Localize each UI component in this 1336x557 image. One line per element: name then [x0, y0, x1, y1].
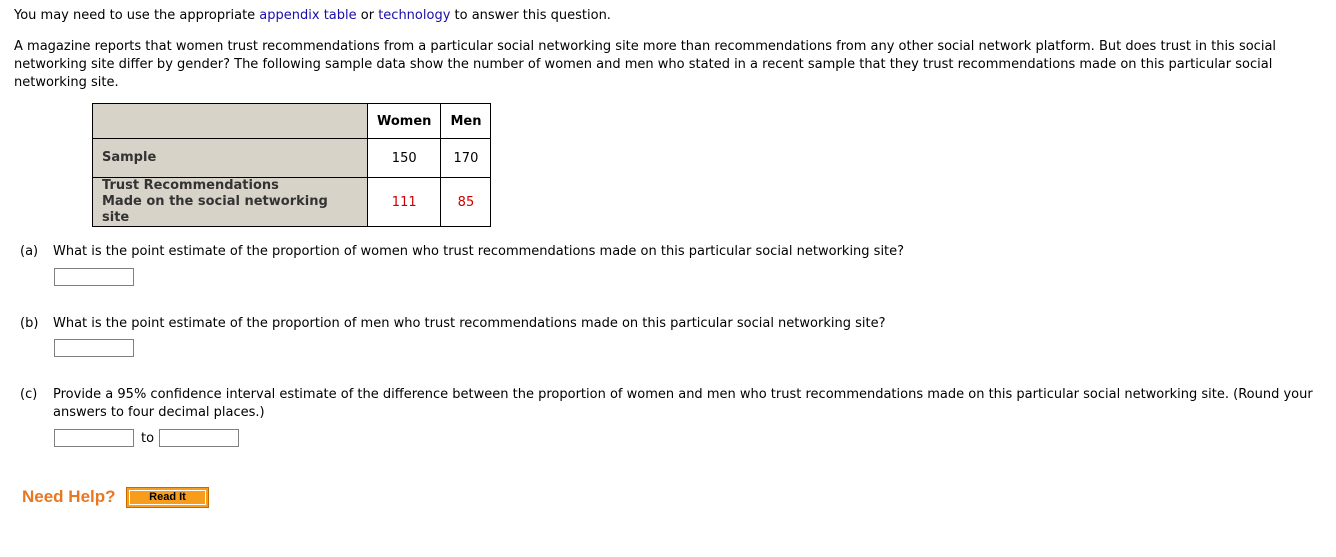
answer-a-input[interactable]: [54, 268, 134, 286]
interval-to-label: to: [141, 431, 155, 446]
read-it-button[interactable]: [126, 487, 209, 508]
row-header-line: Made on the social networking site: [102, 194, 328, 225]
question-b: [20, 315, 1325, 333]
question-a-text: What is the point estimate of the proportion of women who trust recommendations made on this particular social networking site?: [53, 244, 905, 259]
row-header-trust: [93, 178, 368, 227]
question-b-text: What is the point estimate of the proportion of men who trust recommendations made on this particular social networking site?: [53, 316, 886, 331]
question-c-text: Provide a 95% confidence interval estimate of the difference between the proportion of women and men who trust recommendations made on this particular social networking site. (Round your answers to four decimal places.): [53, 387, 1313, 420]
column-header-women: Women: [368, 104, 441, 139]
table-header-row: [93, 104, 491, 139]
row-header-line: Trust Recommendations: [102, 178, 279, 193]
instructions-before: You may need to use the appropriate: [14, 8, 260, 23]
table-corner-cell: [93, 104, 368, 139]
interval-upper-input[interactable]: [159, 429, 239, 447]
instructions-line: [14, 7, 611, 25]
question-b-label: (b): [20, 316, 39, 331]
instructions-middle: or: [356, 8, 379, 23]
answer-b-input[interactable]: [54, 339, 134, 357]
question-c-label: (c): [20, 387, 38, 402]
row-header-sample: [93, 139, 368, 178]
sample-data-table: [92, 103, 491, 227]
appendix-table-link[interactable]: appendix table: [259, 8, 357, 23]
question-a: [20, 243, 1325, 261]
table-row-trust: [93, 178, 491, 227]
technology-link[interactable]: technology: [378, 8, 451, 23]
need-help-label: Need Help?: [22, 487, 116, 506]
cell-sample-men: 170: [441, 139, 491, 178]
question-c: [20, 386, 1325, 422]
instructions-after: to answer this question.: [450, 8, 611, 23]
cell-trust-women: 111: [368, 178, 441, 227]
cell-trust-men: 85: [441, 178, 491, 227]
row-header-line: Sample: [102, 150, 157, 165]
interval-lower-input[interactable]: [54, 429, 134, 447]
read-it-label: Read It: [129, 490, 206, 505]
column-header-men: Men: [441, 104, 491, 139]
cell-sample-women: 150: [368, 139, 441, 178]
table-row-sample: [93, 139, 491, 178]
question-a-label: (a): [20, 244, 39, 259]
problem-statement: A magazine reports that women trust recommendations from a particular social networking site more than recommendations from any other social network platform. But does trust in this social networking site differ by gender? The following sample data show the number of women and men who stated in a recent sample that they trust recommendations made on this particular social networking site.: [14, 39, 1277, 90]
